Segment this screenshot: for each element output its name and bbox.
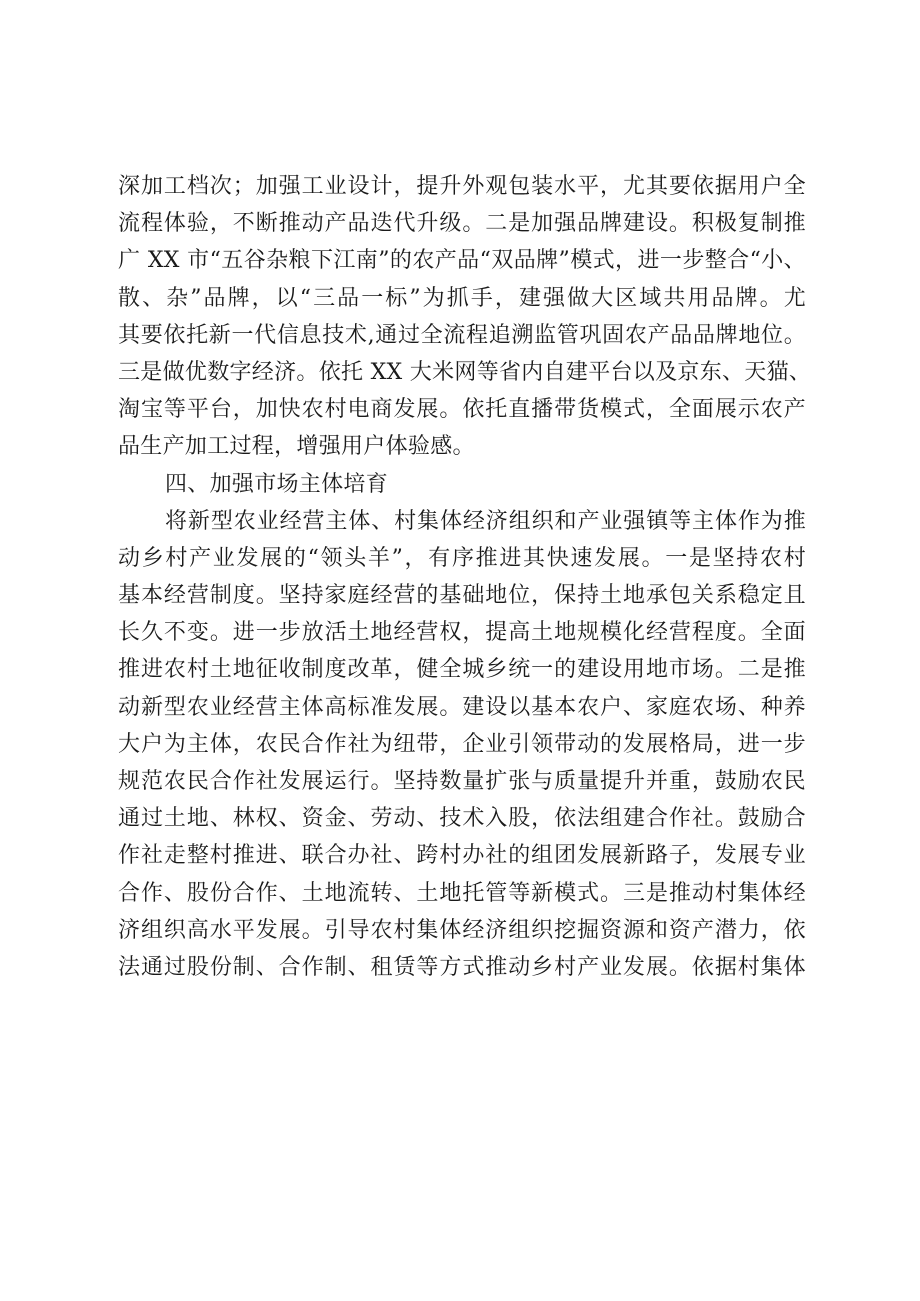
document-body	[118, 168, 812, 986]
text-line: 作社走整村推进、联合办社、跨村办社的组团发展新路子，发展专业	[118, 843, 806, 869]
text-line: 大户为主体，农民合作社为纽带，企业引领带动的发展格局，进一步	[118, 731, 806, 757]
text-line: 三是做优数字经济。依托 XX 大米网等省内自建平台以及京东、天猫、	[118, 359, 812, 385]
section-heading: 四、加强市场主体培育	[165, 471, 389, 497]
text-line: 散、杂”品牌，以“三品一标”为抓手，建强做大区域共用品牌。尤	[118, 285, 806, 311]
text-line: 济组织高水平发展。引导农村集体经济组织挖掘资源和资产潜力，依	[118, 917, 806, 943]
text-line: 淘宝等平台，加快农村电商发展。依托直播带货模式，全面展示农产	[118, 397, 806, 423]
text-line: 通过土地、林权、资金、劳动、技术入股，依法组建合作社。鼓励合	[118, 806, 806, 832]
text-line: 动新型农业经营主体高标准发展。建设以基本农户、家庭农场、种养	[118, 694, 806, 720]
text-line: 深加工档次；加强工业设计，提升外观包装水平，尤其要依据用户全	[118, 174, 806, 199]
text-line: 推进农村土地征收制度改革，健全城乡统一的建设用地市场。二是推	[118, 657, 806, 683]
text-line: 动乡村产业发展的“领头羊”，有序推进其快速发展。一是坚持农村	[118, 545, 806, 571]
text-line: 基本经营制度。坚持家庭经营的基础地位，保持土地承包关系稳定且	[118, 583, 806, 609]
paragraph-first-line: 将新型农业经营主体、村集体经济组织和产业强镇等主体作为推	[165, 508, 806, 534]
text-line: 其要依托新一代信息技术,通过全流程追溯监管巩固农产品品牌地位。	[118, 322, 806, 348]
text-line: 广 XX 市“五谷杂粮下江南”的农产品“双品牌”模式，进一步整合“小、	[118, 248, 806, 274]
text-line: 合作、股份合作、土地流转、土地托管等新模式。三是推动村集体经	[118, 880, 806, 906]
paragraph-end-line: 品生产加工过程，增强用户体验感。	[118, 434, 475, 460]
text-line: 规范农民合作社发展运行。坚持数量扩张与质量提升并重，鼓励农民	[118, 769, 806, 794]
text-line: 法通过股份制、合作制、租赁等方式推动乡村产业发展。依据村集体	[118, 954, 806, 980]
text-line: 长久不变。进一步放活土地经营权，提高土地规模化经营程度。全面	[118, 620, 806, 646]
text-line: 流程体验，不断推动产品迭代升级。二是加强品牌建设。积极复制推	[118, 211, 806, 237]
